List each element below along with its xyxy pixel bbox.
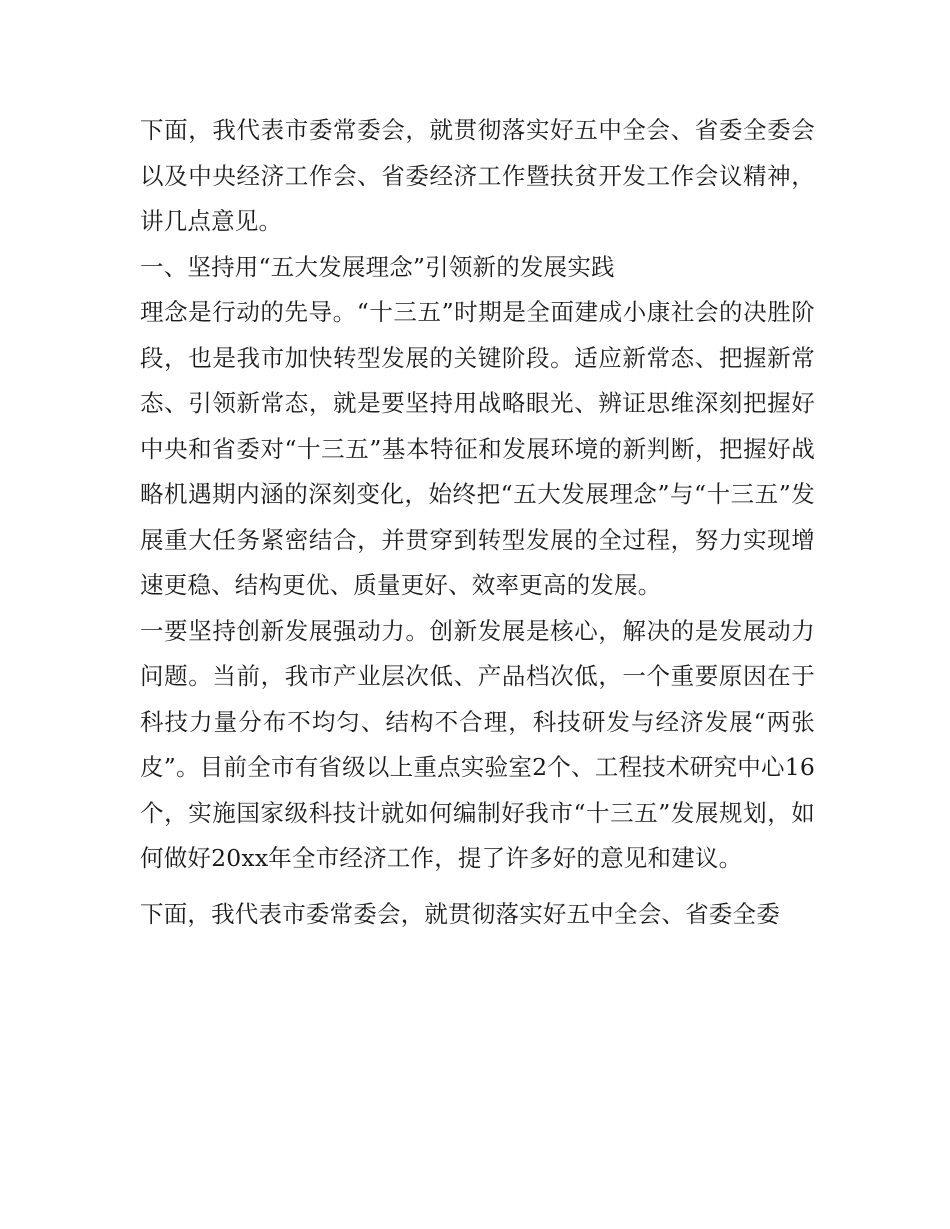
document-page <box>140 108 815 937</box>
paragraph-concept: 理念是行动的先导。“十三五”时期是全面建成小康社会的决胜阶段，也是我市加快转型发展的关键阶段。适应新常态、把握新常态、引领新常态，就是要坚持用战略眼光、辨证思维深刻把握好中央和省委对“十三五”基本特征和发展环境的新判断，把握好战略机遇期内涵的深刻变化，始终把“五大发展理念”与“十三五”发展重大任务紧密结合，并贯穿到转型发展的全过程，努力实现增速更稳、结构更优、质量更好、效率更高的发展。 <box>140 298 815 599</box>
section-heading-1: 一、坚持用“五大发展理念”引领新的发展实践 <box>140 252 615 281</box>
paragraph-opening: 下面，我代表市委常委会，就贯彻落实好五中全会、省委全委会以及中央经济工作会、省委经济工作暨扶贫开发工作会议精神，讲几点意见。 <box>140 116 815 235</box>
paragraph-innovation: 一要坚持创新发展强动力。创新发展是核心，解决的是发展动力问题。当前，我市产业层次低、产品档次低，一个重要原因在于科技力量分布不均匀、结构不合理，科技研发与经济发展“两张皮”。目前全市有省级以上重点实验室2个、工程技术研究中心16个，实施国家级科技计就如何编制好我市“十三五”发展规划，如何做好20xx年全市经济工作，提了许多好的意见和建议。 <box>140 616 815 872</box>
paragraph-repeat-opening: 下面，我代表市委常委会，就贯彻落实好五中全会、省委全委 <box>140 899 780 928</box>
